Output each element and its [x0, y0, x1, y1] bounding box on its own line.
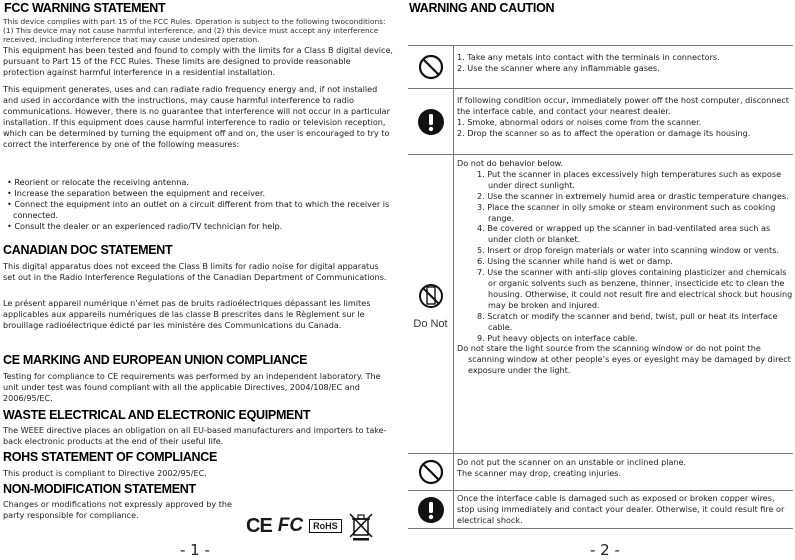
list-item: • Consult the dealer or an experienced radio/TV technician for help.	[3, 221, 393, 232]
list-item: 8. Scratch or modify the scanner and bend, twist, pull or heat its interface cable.	[477, 310, 778, 332]
fcc-paragraph-1: This equipment has been tested and found to comply with the limits for a Class B digital device, pursuant to Part 15 of the FCC Rules. These limits are designed to provide reasonable protection against harmful interference in a residential installation.	[3, 45, 394, 77]
row-icon-cell	[408, 454, 454, 490]
row-icon-cell	[408, 491, 454, 528]
list-item: 9. Put heavy objects on interface cable.	[477, 332, 638, 343]
do-not-label: Do Not	[413, 318, 448, 330]
row-icon-cell	[408, 46, 454, 88]
list-item: 7. Use the scanner with anti-slip gloves containing plasticizer and chemicals or organic solvents such as benzene, thinner, insecticide etc to clean the housing. Otherwise, it could not result fire and electrical shock but housing may be broken and injured.	[477, 267, 793, 310]
list-item: 3. Place the scanner in oily smoke or steam environment such as cooking range.	[477, 201, 776, 223]
weee-paragraph: The WEEE directive places an obligation on all EU-based manufacturers and importers to take-back electronic products at the end of their useful life.	[3, 425, 387, 446]
list-item: 2. Use the scanner where any inflammable gases.	[457, 62, 660, 73]
rohs-paragraph: This product is compliant to Directive 2002/95/EC.	[3, 468, 207, 478]
fcc-paragraph-2: This equipment generates, uses and can radiate radio frequency energy and, if not installed and used in accordance with the instructions, may cause harmful interference to radio communications. However, there is no guarantee that interference will not occur in a particular installation. If this equipment does cause harmful interference to radio or television reception, which can be determined by turning the equipment off and on, the user is encouraged to try to correct the interference by one of the following measures:	[3, 84, 390, 149]
row-text	[454, 155, 793, 453]
page-number-left: - 1 -	[180, 541, 210, 559]
weee-heading: WASTE ELECTRICAL AND ELECTRONIC EQUIPMENT	[3, 408, 311, 422]
row-icon-cell	[408, 155, 454, 453]
list-item: 2. Use the scanner in extremely humid area or drastic temperature changes.	[477, 190, 789, 201]
rohs-mark-icon: RoHS	[309, 519, 342, 533]
list-item: 4. Be covered or wrapped up the scanner in bad-ventilated area such as under cloth or blanket.	[477, 223, 771, 245]
page-right	[408, 0, 795, 560]
row-note: Do not stare the light source from the scanning window or do not point the scanning window at other people’s eyes or eyesight may be damaged by direct exposure under the light.	[457, 343, 791, 376]
row-intro: If following condition occur, immediately power off the host computer, disconnect the interface cable, and contact your nearest dealer.	[457, 95, 789, 116]
list-item: 6. Using the scanner while hand is wet or damp.	[477, 256, 673, 267]
fcc-measures-list	[3, 177, 393, 232]
canadian-paragraph-2: Le présent appareil numérique n’émet pas de bruits radioélectriques dépassant les limites applicables aux appareils numériques de las classe B prescrites dans le Règlement sur le brouillage radioélectrique édicté par les ministère des Communications du Canada.	[3, 298, 371, 330]
table-row	[408, 454, 793, 491]
list-item: • Increase the separation between the equipment and receiver.	[3, 188, 393, 199]
table-row	[408, 89, 793, 155]
list-item: 1. Take any metals into contact with the terminals in connectors.	[457, 52, 720, 62]
list-item: Do not put the scanner on an unstable or inclined plane.	[457, 457, 687, 467]
page-left	[0, 0, 396, 560]
exclamation-icon	[417, 108, 445, 136]
fcc-heading: FCC WARNING STATEMENT	[4, 1, 166, 15]
row-text	[454, 46, 793, 88]
warning-caution-heading: WARNING AND CAUTION	[409, 1, 555, 15]
row-text	[454, 454, 793, 490]
prohibited-icon	[418, 459, 444, 485]
row-text	[454, 89, 793, 154]
fcc-fine-print: This device complies with part 15 of the FCC Rules. Operation is subject to the following twoconditions: (1) This device may not cause harmful interference, and (2) this device must accept any interference received, including interference that may cause undesired operation.	[3, 17, 386, 44]
row-text: Once the interface cable is damaged such as exposed or broken copper wires, stop using immediately and contact your dealer. Otherwise, it could result fire or electrical shock.	[457, 493, 785, 525]
list-item: 5. Insert or drop foreign materials or water into scanning window or vents.	[477, 245, 780, 256]
canadian-paragraph-1: This digital apparatus does not exceed the Class B limits for radio noise for digital apparatus set out in the Radio Interference Regulations of the Canadian Department of Communications.	[3, 261, 387, 282]
ce-mark-icon: CE	[246, 514, 272, 537]
list-item: 1. Put the scanner in places excessively high temperatures such as expose under direct sunlight.	[477, 168, 782, 190]
warning-table	[408, 45, 793, 529]
page-number-right: - 2 -	[590, 541, 620, 559]
nonmod-paragraph: Changes or modifications not expressly approved by the party responsible for compliance.	[3, 499, 233, 520]
list-item: The scanner may drop, creating injuries.	[457, 467, 622, 478]
list-item: 1. Smoke, abnormal odors or noises come from the scanner.	[457, 116, 702, 127]
list-item: • Reorient or relocate the receiving antenna.	[3, 177, 393, 188]
compliance-marks	[246, 511, 374, 541]
fcc-mark-icon: FC	[277, 515, 304, 536]
row-intro: Do not do behavior below.	[457, 158, 564, 168]
ce-paragraph: Testing for compliance to CE requirements was performed by an independent laboratory. The unit under test was found compliant with all the applicable Directives, 2004/108/EC and 2006/95/EC.	[3, 371, 381, 403]
ce-heading: CE MARKING AND EUROPEAN UNION COMPLIANCE	[3, 353, 308, 367]
nonmod-heading: NON-MODIFICATION STATEMENT	[3, 482, 196, 496]
do-not-disassemble-icon	[418, 278, 444, 314]
exclamation-icon	[417, 496, 445, 524]
row-icon-cell	[408, 89, 454, 154]
prohibited-icon	[418, 54, 444, 80]
table-row	[408, 155, 793, 454]
weee-bin-icon	[348, 511, 374, 541]
list-item: 2. Drop the scanner so as to affect the operation or damage its housing.	[457, 127, 751, 138]
list-item: • Connect the equipment into an outlet on a circuit different from that to which the receiver is connected.	[3, 199, 393, 221]
canadian-heading: CANADIAN DOC STATEMENT	[3, 243, 173, 257]
rohs-heading: ROHS STATEMENT OF COMPLIANCE	[3, 450, 218, 464]
table-row	[408, 491, 793, 529]
table-row	[408, 46, 793, 89]
